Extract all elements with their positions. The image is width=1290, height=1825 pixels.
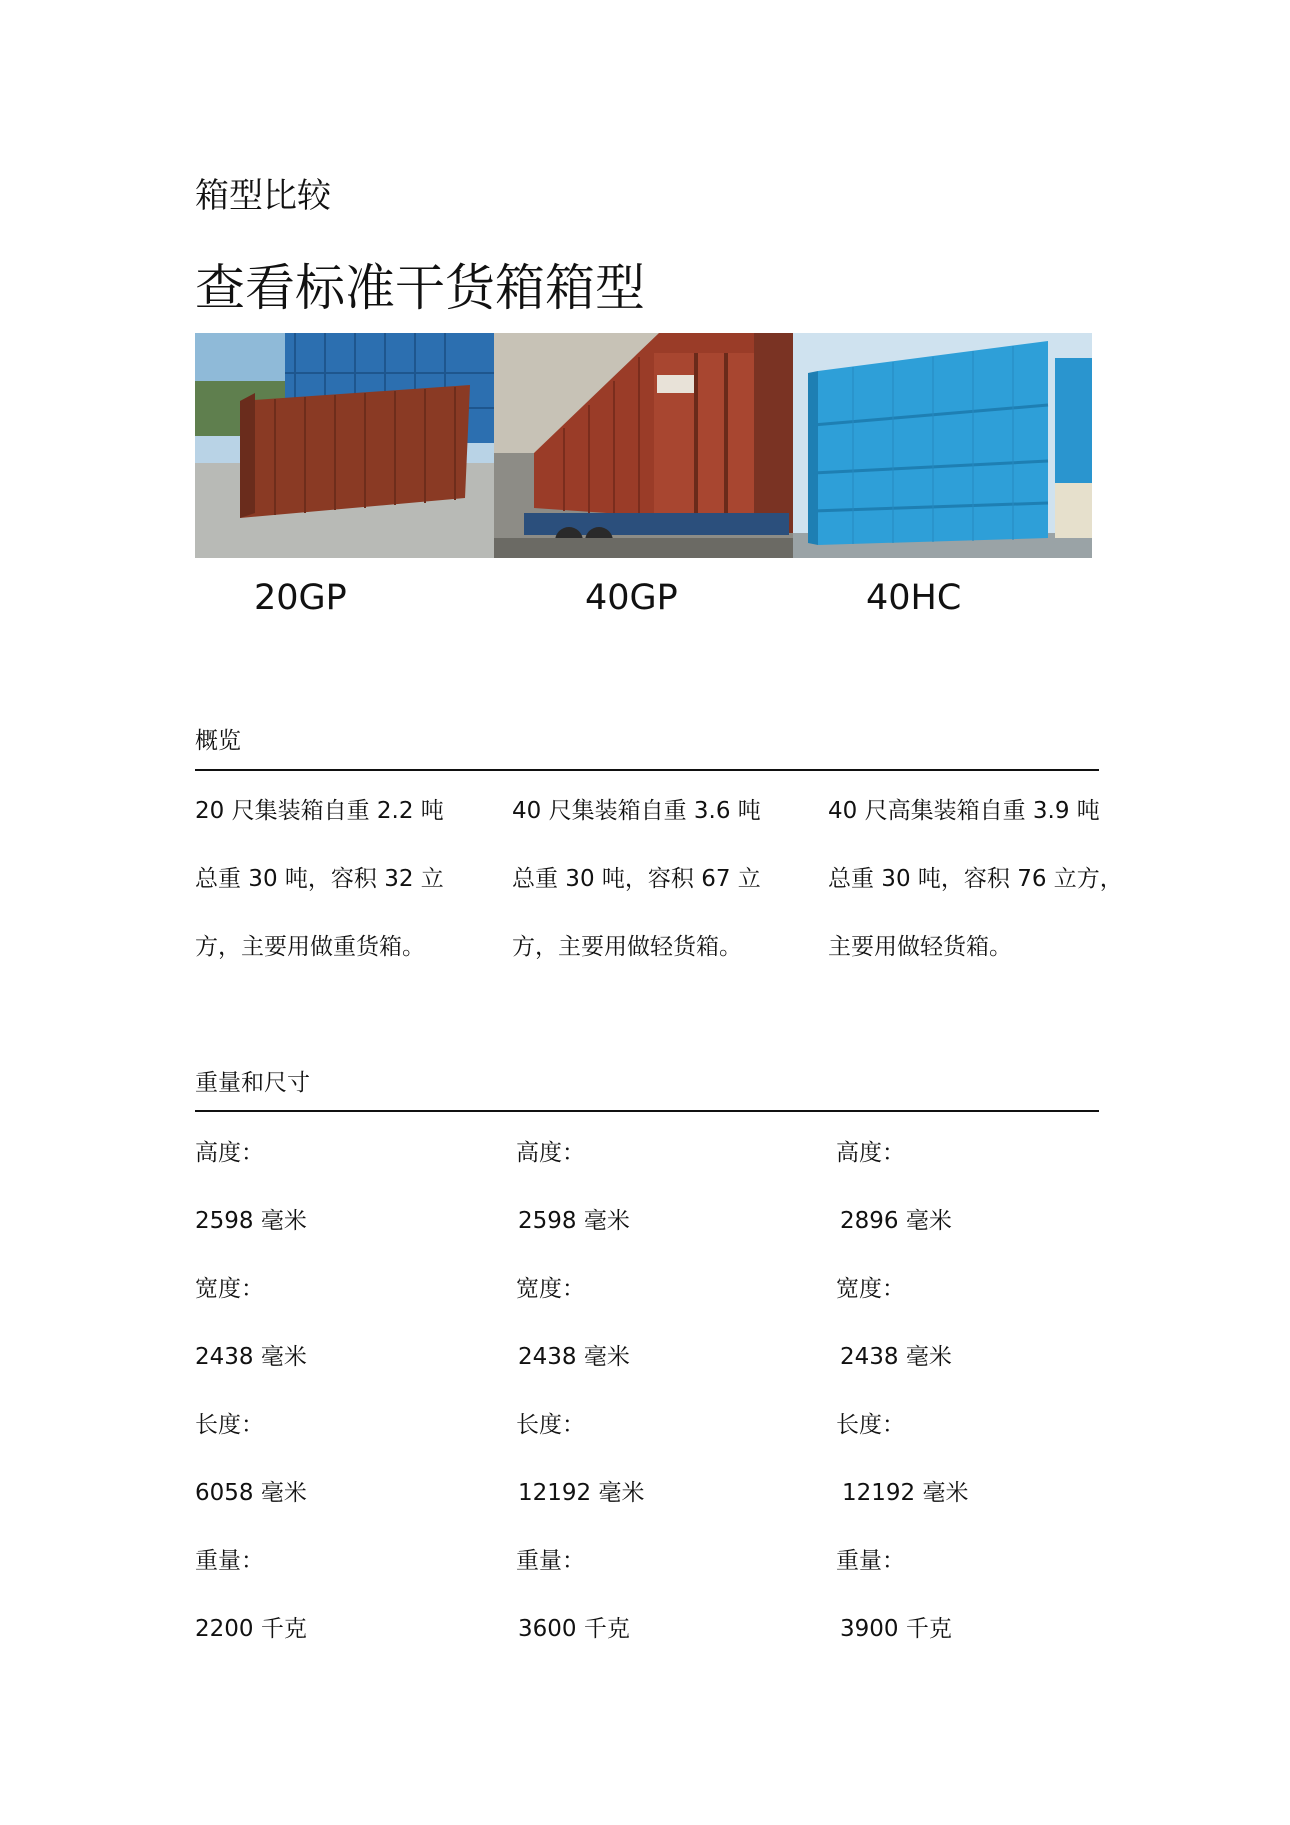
spec-40hc-length-label: 长度： [836, 1412, 905, 1438]
overview-40gp-line-2: 总重 30 吨，容积 67 立 [512, 866, 761, 892]
spec-40gp-height-label: 高度： [516, 1140, 585, 1166]
spec-40gp-weight-value: 3600 千克 [518, 1616, 630, 1642]
overview-40gp-line-3: 方，主要用做轻货箱。 [512, 934, 742, 960]
spec-20gp-height-label: 高度： [195, 1140, 264, 1166]
main-title: 查看标准干货箱箱型 [195, 259, 645, 317]
spec-20gp-length-label: 长度： [195, 1412, 264, 1438]
container-label-20gp: 20GP [254, 578, 347, 618]
container-photos [195, 333, 1093, 558]
photo-40hc [793, 333, 1092, 558]
spec-40gp-length-value: 12192 毫米 [518, 1480, 645, 1506]
photo-20gp [195, 333, 494, 558]
overview-40hc-line-2: 总重 30 吨，容积 76 立方， [828, 866, 1123, 892]
spec-40gp-height-value: 2598 毫米 [518, 1208, 630, 1234]
overview-40hc-line-1: 40 尺高集装箱自重 3.9 吨 [828, 798, 1100, 824]
page-title: 箱型比较 [195, 176, 331, 216]
spec-40gp-weight-label: 重量： [516, 1548, 585, 1574]
spec-40hc-height-label: 高度： [836, 1140, 905, 1166]
container-label-40gp: 40GP [585, 578, 678, 618]
container-label-40hc: 40HC [866, 578, 962, 618]
spec-40hc-length-value: 12192 毫米 [842, 1480, 969, 1506]
overview-heading: 概览 [195, 728, 241, 754]
spec-20gp-width-value: 2438 毫米 [195, 1344, 307, 1370]
spec-40hc-weight-value: 3900 千克 [840, 1616, 952, 1642]
overview-40hc-line-3: 主要用做轻货箱。 [828, 934, 1012, 960]
photo-40gp [494, 333, 793, 558]
spec-40hc-height-value: 2896 毫米 [840, 1208, 952, 1234]
spec-40hc-width-label: 宽度： [836, 1276, 905, 1302]
spec-40hc-width-value: 2438 毫米 [840, 1344, 952, 1370]
specs-heading: 重量和尺寸 [195, 1070, 310, 1096]
overview-40gp-line-1: 40 尺集装箱自重 3.6 吨 [512, 798, 761, 824]
spec-20gp-width-label: 宽度： [195, 1276, 264, 1302]
spec-20gp-length-value: 6058 毫米 [195, 1480, 307, 1506]
spec-40hc-weight-label: 重量： [836, 1548, 905, 1574]
spec-40gp-width-label: 宽度： [516, 1276, 585, 1302]
overview-divider [195, 769, 1099, 771]
spec-20gp-weight-value: 2200 千克 [195, 1616, 307, 1642]
spec-40gp-width-value: 2438 毫米 [518, 1344, 630, 1370]
spec-20gp-height-value: 2598 毫米 [195, 1208, 307, 1234]
overview-20gp-line-3: 方，主要用做重货箱。 [195, 934, 425, 960]
spec-20gp-weight-label: 重量： [195, 1548, 264, 1574]
overview-20gp-line-2: 总重 30 吨，容积 32 立 [195, 866, 444, 892]
specs-divider [195, 1110, 1099, 1112]
spec-40gp-length-label: 长度： [516, 1412, 585, 1438]
overview-20gp-line-1: 20 尺集装箱自重 2.2 吨 [195, 798, 444, 824]
